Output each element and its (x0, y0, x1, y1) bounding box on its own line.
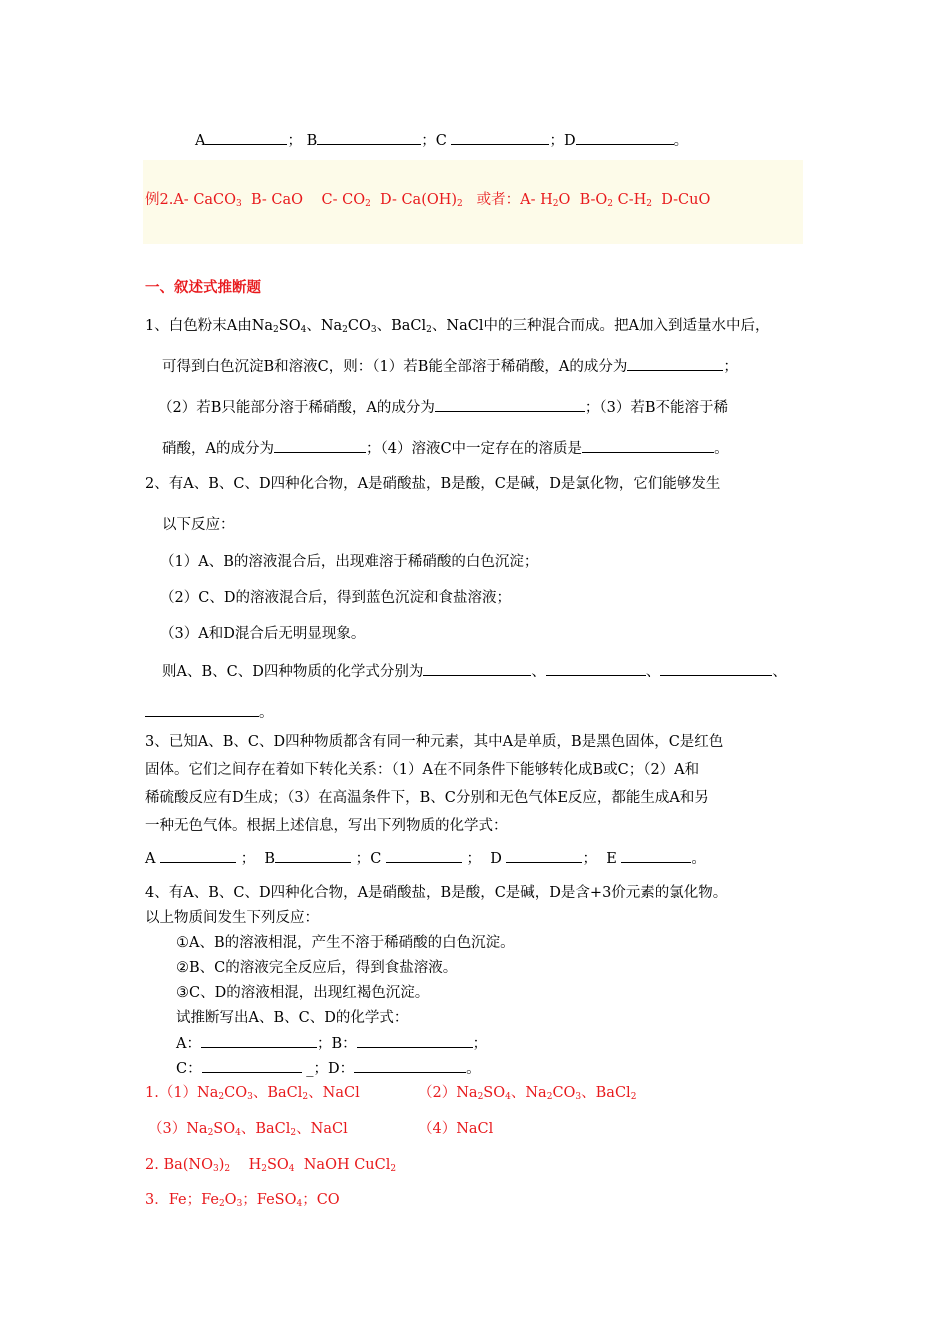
q4-blank-a[interactable] (201, 1033, 317, 1048)
q3-line2: 固体。它们之间存在着如下转化关系：（1）A在不同条件下能够转化成B或C；（2）A和 (145, 762, 700, 778)
q2-line7: 。 (145, 702, 274, 723)
q3-blank-c[interactable] (386, 848, 462, 863)
blank-line-abcd: A ； B ；C ；D 。 (195, 130, 688, 151)
q4-line4: ②B、C的溶液完全反应后，得到食盐溶液。 (176, 960, 458, 976)
q4-line6: 试推断写出A、B、C、D的化学式： (176, 1010, 409, 1026)
blank-d[interactable] (576, 130, 674, 145)
q4-blank-d[interactable] (354, 1058, 466, 1073)
q1-line4: 硝酸，A的成分为 ；（4）溶液C中一定存在的溶质是 。 (162, 438, 729, 459)
q3-blank-b[interactable] (275, 848, 351, 863)
q2-line6: 则A、B、C、D四种物质的化学式分别为 、 、 、 (162, 661, 787, 682)
section-title: 一、叙述式推断题 (145, 279, 261, 296)
q2-blank3[interactable] (660, 661, 772, 676)
q2-blank2[interactable] (546, 661, 646, 676)
q4-blank-b[interactable] (357, 1033, 473, 1048)
q4-line5: ③C、D的溶液相混，出现红褐色沉淀。 (176, 985, 430, 1001)
blank-b[interactable] (317, 130, 421, 145)
q4-blanks-ab: A： ；B： ； (176, 1033, 487, 1054)
q3-line3: 稀硫酸反应有D生成；（3）在高温条件下，B、C分别和无色气体E反应，都能生成A和另 (145, 790, 709, 806)
q3-line4: 一种无色气体。根据上述信息，写出下列物质的化学式： (145, 818, 508, 834)
answer-2: 2. $Ba(NO_3)_2$ $H_2SO_4$ NaOH CuCl$_2$ (145, 1157, 397, 1174)
q3-blank-d[interactable] (506, 848, 582, 863)
answer-1-part2: $(2)Na_2SO_4$、$Na_2CO_3$、BaCl$_2$ (418, 1085, 637, 1102)
blank-c[interactable] (451, 130, 549, 145)
answer-1-part1: $1.(1)Na_2CO_3$、BaCl$_2$、NaCl (145, 1085, 360, 1102)
q3-blanks: A ； B ；C ； D ； E 。 (145, 848, 706, 869)
q3-blank-e[interactable] (621, 848, 691, 863)
blank-a[interactable] (205, 130, 287, 145)
q2-blank4[interactable] (145, 702, 259, 717)
q4-blank-c[interactable] (202, 1058, 302, 1073)
example-2-answer: 例2.A- CaCO$_3$ B- CaO C- $CO_2$ D- $Ca(OH)_2$ 或者：A- $H_2O$ $B-O_2$ $C-H_2$ D-CuO (145, 192, 711, 209)
q1-blank4[interactable] (582, 438, 714, 453)
q3-blank-a[interactable] (160, 848, 236, 863)
q2-line3: （1）A、B的溶液混合后，出现难溶于稀硝酸的白色沉淀； (160, 554, 539, 570)
q2-line5: （3）A和D混合后无明显现象。 (160, 626, 366, 642)
answer-3: 3．Fe；$Fe_2O_3$；FeSO$_4$；CO (145, 1192, 340, 1209)
q3-line1: 3、已知A、B、C、D四种物质都含有同一种元素，其中A是单质，B是黑色固体，C是红色 (145, 734, 724, 750)
q1-blank2[interactable] (435, 397, 585, 412)
q2-line4: （2）C、D的溶液混合后，得到蓝色沉淀和食盐溶液； (160, 590, 511, 606)
q2-line2: 以下反应： (162, 517, 235, 533)
answer-1-part4: （4）NaCl (418, 1121, 494, 1137)
q4-blanks-cd: C： _；D： 。 (176, 1058, 481, 1079)
q4-line2: 以上物质间发生下列反应： (145, 910, 319, 926)
q2-line1: 2、有A、B、C、D四种化合物，A是硝酸盐，B是酸，C是碱，D是氯化物，它们能够发生 (145, 476, 721, 492)
q4-line1: 4、有A、B、C、D四种化合物，A是硝酸盐，B是酸，C是碱，D是含+3价元素的氯化物。 (145, 885, 728, 901)
q1-blank1[interactable] (627, 356, 723, 371)
answer-1-part3: $(3)Na_2SO_4$、BaCl$_2$、NaCl (148, 1121, 348, 1138)
q1-line1: 1、白色粉末A由$Na_2SO_4$、$Na_2CO_3$、BaCl$_2$、NaCl中的三种混合而成。把A加入到适量水中后， (145, 318, 770, 335)
q1-line3: （2）若B只能部分溶于稀硝酸，A的成分为 ；（3）若B不能溶于稀 (158, 397, 728, 418)
q1-line2: 可得到白色沉淀B和溶液C，则：（1）若B能全部溶于稀硝酸，A的成分为 ； (162, 356, 738, 377)
q4-line3: ①A、B的溶液相混，产生不溶于稀硝酸的白色沉淀。 (176, 935, 515, 951)
q2-blank1[interactable] (423, 661, 531, 676)
q1-blank3[interactable] (274, 438, 366, 453)
